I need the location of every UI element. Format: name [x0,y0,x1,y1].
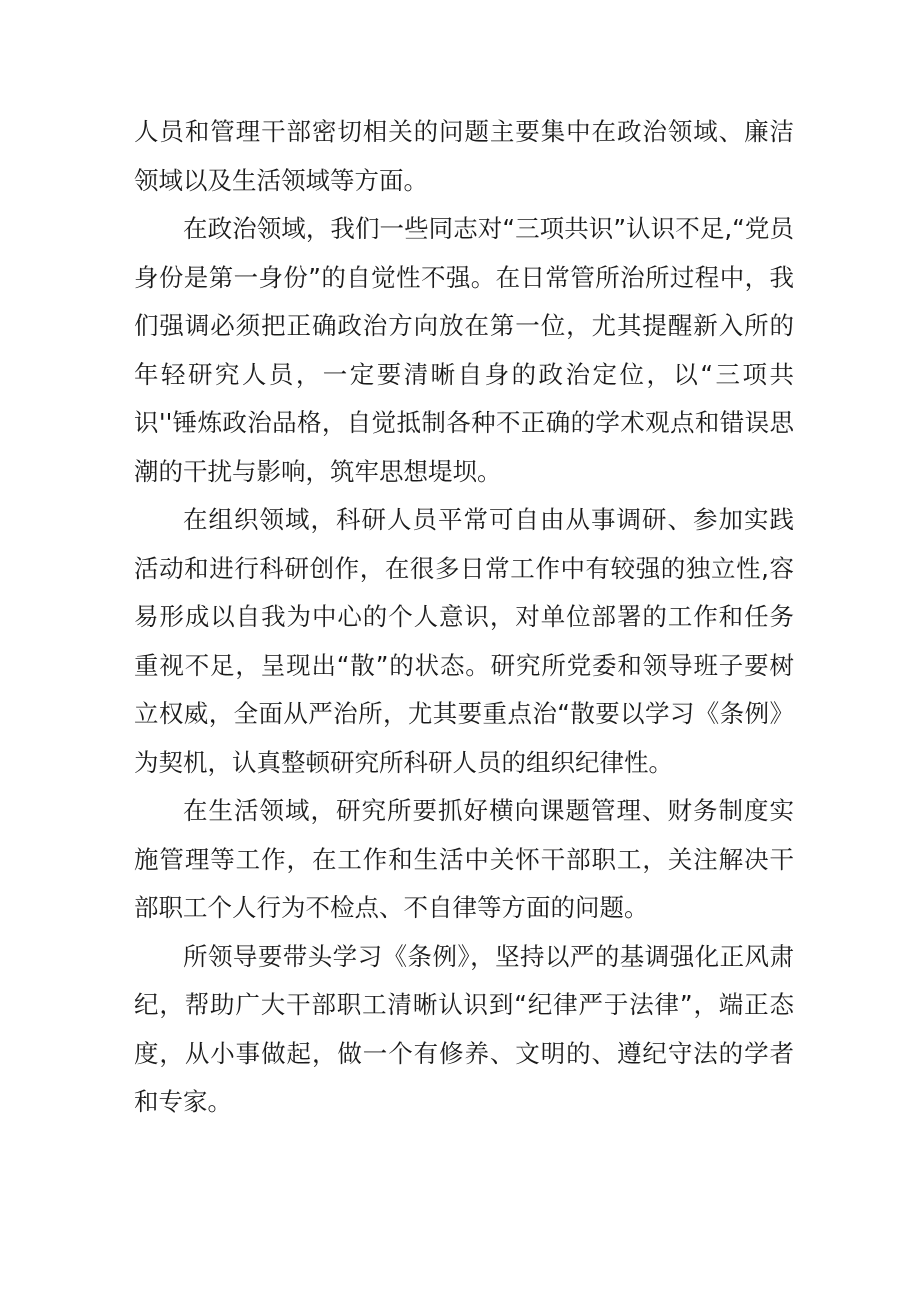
paragraph-1: 人员和管理干部密切相关的问题主要集中在政治领域、廉洁领域以及生活领域等方面。 [134,117,794,195]
paragraph-5: 所领导要带头学习《条例》，坚持以严的基调强化正风肃纪，帮助广大干部职工清晰认识到“纪律严于法律”，端正态度，从小事做起，做一个有修养、文明的、遵纪守法的学者和专家。 [134,941,794,1116]
paragraph-3: 在组织领域，科研人员平常可自由从事调研、参加实践活动和进行科研创作，在很多日常工作中有较强的独立性,容易形成以自我为中心的个人意识，对单位部署的工作和任务重视不足，呈现出“散”的状态。研究所党委和领导班子要树立权威，全面从严治所，尤其要重点治“散要以学习《条例》为契机，认真整顿研究所科研人员的组织纪律性。 [134,505,794,777]
document-body [134,108,794,1127]
paragraph-4: 在生活领域，研究所要抓好横向课题管理、财务制度实施管理等工作，在工作和生活中关怀干部职工，关注解决干部职工个人行为不检点、不自律等方面的问题。 [134,796,794,922]
paragraph-2: 在政治领域，我们一些同志对“三项共识”认识不足,“党员身份是第一身份”的自觉性不强。在日常管所治所过程中，我们强调必须把正确政治方向放在第一位，尤其提醒新入所的年轻研究人员，一定要清晰自身的政治定位，以“三项共识''锤炼政治品格，自觉抵制各种不正确的学术观点和错误思潮的干扰与影响，筑牢思想堤坝。 [134,214,794,486]
